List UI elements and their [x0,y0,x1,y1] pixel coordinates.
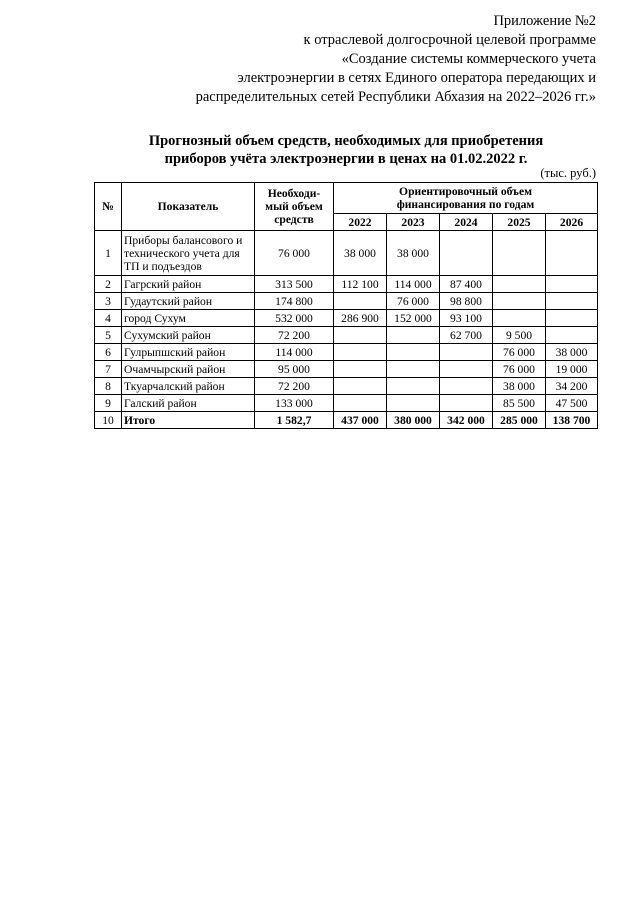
header-financing-line: финансирования по годам [396,198,535,211]
total-2026: 138 700 [546,412,598,429]
row-2022: 112 100 [334,276,387,293]
row-num: 5 [95,327,122,344]
header-year: 2026 [546,214,598,231]
header-required [255,183,334,231]
table-row [95,276,598,293]
row-name: Гагрский район [122,276,255,293]
row-num: 4 [95,310,122,327]
row-2022 [334,378,387,395]
row-name: Галский район [122,395,255,412]
row-2024 [440,231,493,276]
header-required-line: средств [274,213,314,226]
row-2025 [493,276,546,293]
units-note: (тыс. руб.) [540,166,596,180]
row-2022 [334,361,387,378]
row-name: Гудаутский район [122,293,255,310]
row-2023: 114 000 [387,276,440,293]
table-row [95,344,598,361]
total-2022: 437 000 [334,412,387,429]
row-2023: 38 000 [387,231,440,276]
appendix-line: электроэнергии в сетях Единого оператора передающих и [237,70,596,86]
row-total: 95 000 [255,361,334,378]
header-required-line: мый объем [265,200,323,213]
row-num: 2 [95,276,122,293]
appendix-line: к отраслевой долгосрочной целевой программе [303,32,596,48]
row-2026 [546,276,598,293]
total-required: 1 582,7 [255,412,334,429]
table-row [95,378,598,395]
header-indicator: Показатель [122,183,255,231]
table-row [95,231,598,276]
table-row [95,327,598,344]
row-2024 [440,378,493,395]
row-num: 1 [95,231,122,276]
row-2024: 62 700 [440,327,493,344]
row-2025: 38 000 [493,378,546,395]
row-2025: 76 000 [493,361,546,378]
table-row [95,293,598,310]
row-2026: 47 500 [546,395,598,412]
total-row [95,412,598,429]
row-2024: 98 800 [440,293,493,310]
row-total: 72 200 [255,378,334,395]
row-2026: 38 000 [546,344,598,361]
funding-table [94,182,598,429]
row-total: 532 000 [255,310,334,327]
row-total: 72 200 [255,327,334,344]
row-total: 76 000 [255,231,334,276]
title-line: приборов учёта электроэнергии в ценах на 01.02.2022 г. [164,151,528,167]
row-2023 [387,344,440,361]
row-2026 [546,310,598,327]
row-2023 [387,361,440,378]
row-name: Приборы балансового и технического учета для ТП и подъездов [122,231,255,276]
row-2025: 9 500 [493,327,546,344]
row-num: 7 [95,361,122,378]
header-required-line: Необходи- [267,187,321,200]
row-num: 8 [95,378,122,395]
row-name: Сухумский район [122,327,255,344]
table-row [95,310,598,327]
document-title [96,132,596,168]
row-2023 [387,327,440,344]
row-2025: 76 000 [493,344,546,361]
row-2022 [334,395,387,412]
row-2022: 38 000 [334,231,387,276]
row-2024: 87 400 [440,276,493,293]
row-2026 [546,293,598,310]
row-2025 [493,293,546,310]
row-total: 114 000 [255,344,334,361]
header-financing [334,183,598,214]
row-2024 [440,361,493,378]
total-label: Итого [122,412,255,429]
table-row [95,361,598,378]
row-2026: 34 200 [546,378,598,395]
row-2026 [546,231,598,276]
row-2023: 152 000 [387,310,440,327]
title-line: Прогнозный объем средств, необходимых для приобретения [148,133,544,149]
total-2024: 342 000 [440,412,493,429]
row-2024 [440,395,493,412]
row-total: 133 000 [255,395,334,412]
row-2023: 76 000 [387,293,440,310]
header-year: 2022 [334,214,387,231]
header-year: 2023 [387,214,440,231]
row-name: город Сухум [122,310,255,327]
row-2025 [493,231,546,276]
appendix-line: «Создание системы коммерческого учета [341,51,596,67]
row-2022 [334,327,387,344]
row-2024: 93 100 [440,310,493,327]
total-2025: 285 000 [493,412,546,429]
total-2023: 380 000 [387,412,440,429]
row-num: 3 [95,293,122,310]
row-2022: 286 900 [334,310,387,327]
row-2024 [440,344,493,361]
header-row [95,183,598,214]
table-row [95,395,598,412]
header-year: 2024 [440,214,493,231]
row-2022 [334,344,387,361]
row-total: 174 800 [255,293,334,310]
appendix-block [76,12,596,107]
header-financing-line: Ориентировочный объем [399,185,532,198]
row-name: Очамчырский район [122,361,255,378]
total-num: 10 [95,412,122,429]
appendix-line: распределительных сетей Республики Абхазия на 2022–2026 гг.» [195,89,596,105]
row-2025: 85 500 [493,395,546,412]
row-total: 313 500 [255,276,334,293]
row-num: 6 [95,344,122,361]
row-2023 [387,395,440,412]
appendix-line: Приложение №2 [493,13,596,29]
row-2023 [387,378,440,395]
row-name: Гулрыпшский район [122,344,255,361]
row-2025 [493,310,546,327]
row-2022 [334,293,387,310]
row-2026 [546,327,598,344]
row-name: Ткуарчалский район [122,378,255,395]
header-year: 2025 [493,214,546,231]
row-num: 9 [95,395,122,412]
row-2026: 19 000 [546,361,598,378]
header-num: № [95,183,122,231]
